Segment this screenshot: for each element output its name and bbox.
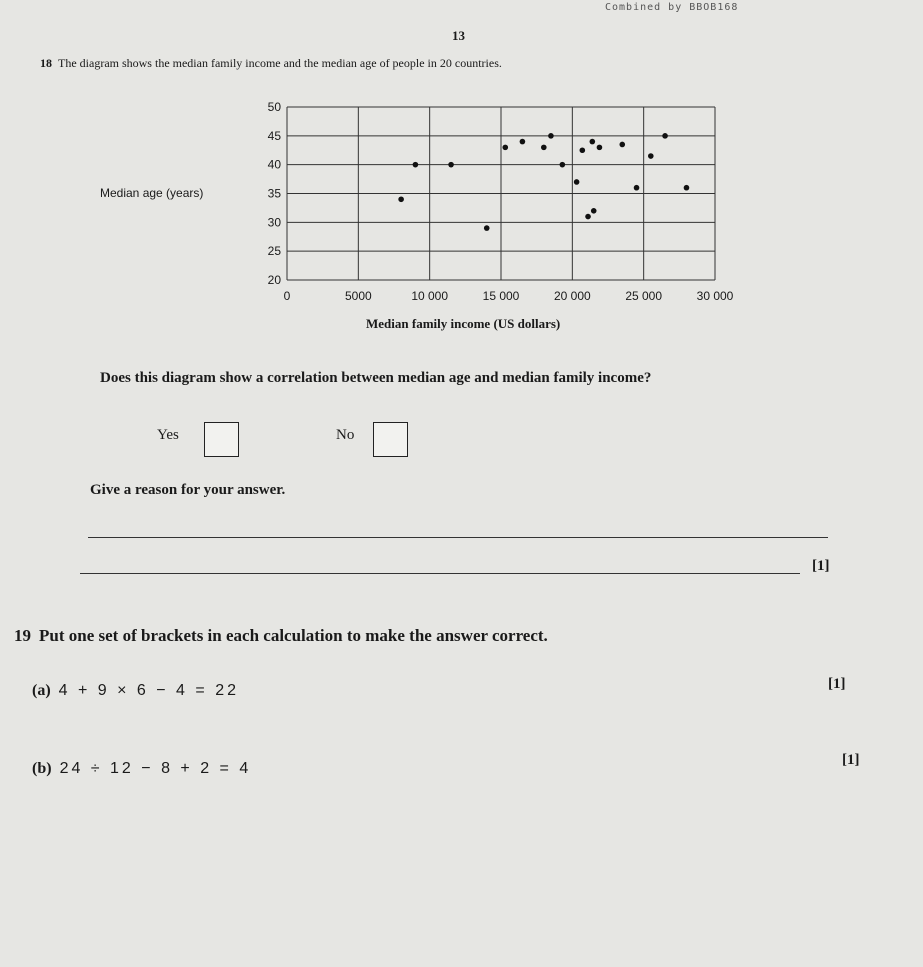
yes-label: Yes	[157, 427, 179, 443]
marks-18: [1]	[812, 558, 830, 574]
question-text: The diagram shows the median family income and the median age of people in 20 countries.	[58, 56, 502, 70]
y-tick-label: 30	[267, 215, 281, 230]
marks-19a: [1]	[828, 676, 846, 692]
x-tick-label: 15 000	[482, 289, 520, 303]
y-tick-label: 40	[267, 157, 281, 172]
data-point	[662, 133, 668, 139]
answer-line-1[interactable]	[88, 537, 828, 538]
y-tick-label: 25	[267, 244, 281, 259]
y-tick-labels	[268, 100, 282, 287]
data-point	[574, 179, 580, 185]
data-point	[548, 133, 554, 139]
part-a	[32, 682, 239, 700]
question-number: 18	[40, 56, 52, 70]
y-axis-label: Median age (years)	[100, 186, 204, 200]
chart-grid	[287, 107, 715, 280]
data-point	[520, 139, 526, 145]
no-label: No	[336, 427, 355, 443]
data-point	[580, 147, 586, 153]
data-point	[541, 145, 547, 151]
x-tick-labels	[284, 289, 734, 303]
page-number: 13	[452, 28, 465, 43]
watermark: Combined by BBOB168	[605, 2, 739, 13]
data-point	[634, 185, 640, 191]
y-tick-label: 45	[267, 128, 281, 143]
x-tick-label: 30 000	[696, 289, 734, 303]
x-tick-label: 10 000	[411, 289, 449, 303]
no-checkbox[interactable]	[373, 422, 408, 457]
part-a-calculation: 4 + 9 × 6 − 4 = 22	[58, 682, 239, 699]
data-point	[590, 139, 596, 145]
x-tick-label: 20 000	[553, 289, 591, 303]
data-point	[560, 162, 566, 168]
data-point	[597, 145, 603, 151]
data-points	[398, 133, 689, 231]
x-tick-label: 25 000	[625, 289, 663, 303]
data-point	[448, 162, 454, 168]
question-18-prompt: Does this diagram show a correlation between median age and median family income?	[100, 370, 652, 386]
y-tick-label: 35	[267, 186, 281, 201]
data-point	[413, 162, 419, 168]
question-number: 19	[14, 626, 31, 645]
part-b	[32, 760, 251, 778]
data-point	[648, 153, 654, 159]
data-point	[585, 214, 591, 220]
yes-checkbox[interactable]	[204, 422, 239, 457]
data-point	[619, 142, 625, 148]
scatter-chart	[0, 0, 923, 330]
reason-prompt: Give a reason for your answer.	[90, 482, 286, 498]
answer-line-2[interactable]	[80, 573, 800, 574]
x-tick-label: 0	[283, 289, 291, 303]
question-19-intro	[14, 626, 548, 646]
part-b-label: (b)	[32, 760, 52, 777]
data-point	[398, 196, 404, 202]
y-tick-label: 20	[267, 273, 281, 287]
data-point	[591, 208, 597, 214]
x-tick-label: 5000	[344, 289, 372, 303]
data-point	[684, 185, 690, 191]
part-a-label: (a)	[32, 682, 51, 699]
y-tick-label: 50	[267, 100, 281, 114]
part-b-calculation: 24 ÷ 12 − 8 + 2 = 4	[59, 760, 252, 777]
question-text: Put one set of brackets in each calculation to make the answer correct.	[39, 626, 548, 645]
x-axis-label: Median family income (US dollars)	[366, 316, 561, 331]
data-point	[502, 145, 508, 151]
data-point	[484, 225, 490, 231]
marks-19b: [1]	[842, 752, 860, 768]
